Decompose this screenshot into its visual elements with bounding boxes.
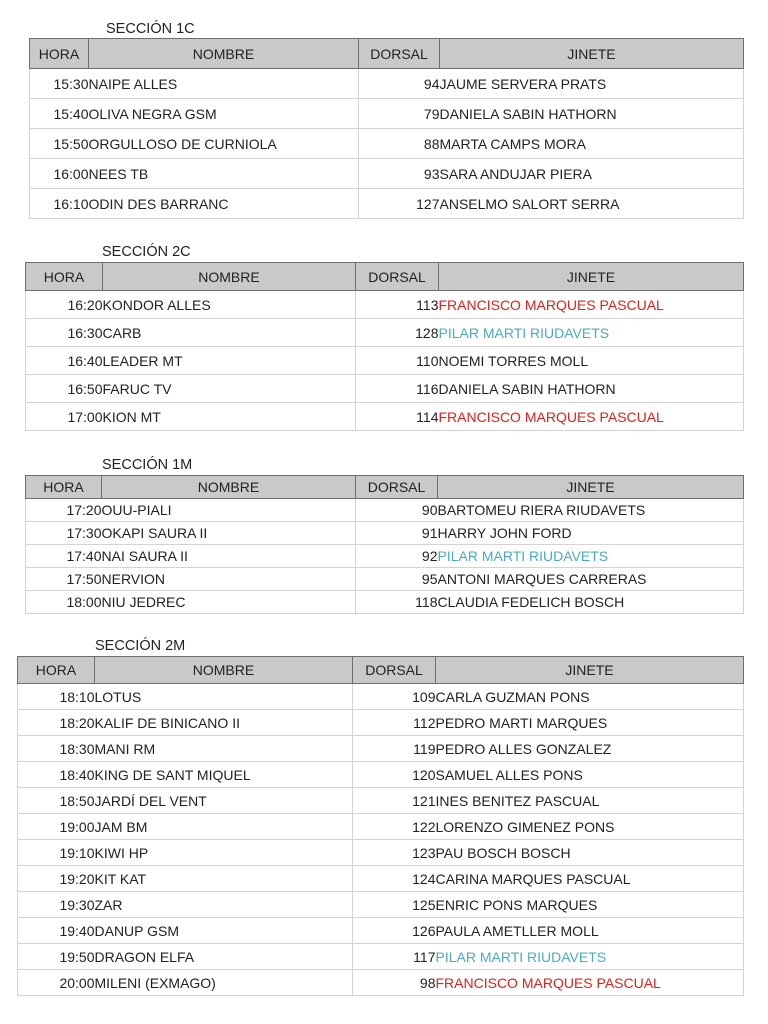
dorsal-cell: 109 (353, 684, 436, 710)
horse-name-cell: KALIF DE BINICANO II (95, 710, 353, 736)
rider-name-cell: HARRY JOHN FORD (438, 522, 744, 545)
header-dorsal: DORSAL (359, 39, 440, 69)
hora-cell: 18:50 (18, 788, 95, 814)
table-row (26, 499, 744, 522)
horse-name-cell: JAM BM (95, 814, 353, 840)
rider-name-cell: SAMUEL ALLES PONS (436, 762, 744, 788)
startlist-table (17, 656, 744, 996)
header-hora: HORA (18, 657, 95, 684)
table-row (26, 347, 744, 375)
dorsal-cell: 120 (353, 762, 436, 788)
rider-name-cell: PILAR MARTI RIUDAVETS (436, 944, 744, 970)
section-title: SECCIÓN 2C (102, 244, 191, 260)
rider-name-cell: JAUME SERVERA PRATS (440, 69, 744, 99)
hora-cell: 17:00 (26, 403, 103, 431)
dorsal-cell: 117 (353, 944, 436, 970)
header-dorsal: DORSAL (356, 263, 439, 291)
horse-name-cell: NIU JEDREC (102, 591, 356, 614)
rider-name-cell: INES BENITEZ PASCUAL (436, 788, 744, 814)
dorsal-cell: 125 (353, 892, 436, 918)
horse-name-cell: KONDOR ALLES (103, 291, 356, 319)
table-row (30, 99, 744, 129)
dorsal-cell: 127 (359, 189, 440, 219)
hora-cell: 19:20 (18, 866, 95, 892)
rider-name-cell: ANSELMO SALORT SERRA (440, 189, 744, 219)
hora-cell: 17:30 (26, 522, 102, 545)
horse-name-cell: OUU-PIALI (102, 499, 356, 522)
hora-cell: 18:20 (18, 710, 95, 736)
table-row (26, 375, 744, 403)
rider-name-cell: PEDRO MARTI MARQUES (436, 710, 744, 736)
startlist-table (25, 475, 744, 614)
header-dorsal: DORSAL (353, 657, 436, 684)
table-row (18, 918, 744, 944)
dorsal-cell: 122 (353, 814, 436, 840)
horse-name-cell: NERVION (102, 568, 356, 591)
hora-cell: 19:30 (18, 892, 95, 918)
horse-name-cell: KING DE SANT MIQUEL (95, 762, 353, 788)
rider-name-cell: CARLA GUZMAN PONS (436, 684, 744, 710)
horse-name-cell: NAIPE ALLES (89, 69, 359, 99)
table-row (18, 684, 744, 710)
table-row (18, 736, 744, 762)
table-row (30, 69, 744, 99)
rider-name-cell: ANTONI MARQUES CARRERAS (438, 568, 744, 591)
horse-name-cell: MANI RM (95, 736, 353, 762)
hora-cell: 19:00 (18, 814, 95, 840)
hora-cell: 18:10 (18, 684, 95, 710)
rider-name-cell: BARTOMEU RIERA RIUDAVETS (438, 499, 744, 522)
horse-name-cell: MILENI (EXMAGO) (95, 970, 353, 996)
dorsal-cell: 90 (356, 499, 438, 522)
table-row (18, 710, 744, 736)
rider-name-cell: PILAR MARTI RIUDAVETS (438, 545, 744, 568)
horse-name-cell: NEES TB (89, 159, 359, 189)
table-row (26, 568, 744, 591)
table-row (18, 814, 744, 840)
header-nombre: NOMBRE (95, 657, 353, 684)
header-jinete: JINETE (439, 263, 744, 291)
rider-name-cell: FRANCISCO MARQUES PASCUAL (436, 970, 744, 996)
dorsal-cell: 92 (356, 545, 438, 568)
horse-name-cell: ORGULLOSO DE CURNIOLA (89, 129, 359, 159)
hora-cell: 15:30 (30, 69, 89, 99)
hora-cell: 16:30 (26, 319, 103, 347)
table-row (26, 545, 744, 568)
horse-name-cell: DANUP GSM (95, 918, 353, 944)
hora-cell: 18:00 (26, 591, 102, 614)
hora-cell: 16:50 (26, 375, 103, 403)
dorsal-cell: 126 (353, 918, 436, 944)
hora-cell: 16:20 (26, 291, 103, 319)
header-nombre: NOMBRE (89, 39, 359, 69)
horse-name-cell: KION MT (103, 403, 356, 431)
hora-cell: 17:20 (26, 499, 102, 522)
rider-name-cell: DANIELA SABIN HATHORN (440, 99, 744, 129)
header-jinete: JINETE (440, 39, 744, 69)
hora-cell: 15:40 (30, 99, 89, 129)
header-nombre: NOMBRE (103, 263, 356, 291)
dorsal-cell: 88 (359, 129, 440, 159)
dorsal-cell: 116 (356, 375, 439, 403)
table-row (26, 403, 744, 431)
rider-name-cell: FRANCISCO MARQUES PASCUAL (439, 291, 744, 319)
rider-name-cell: PILAR MARTI RIUDAVETS (439, 319, 744, 347)
hora-cell: 17:40 (26, 545, 102, 568)
table-row (26, 591, 744, 614)
startlist-table (29, 38, 744, 219)
header-jinete: JINETE (438, 476, 744, 499)
dorsal-cell: 114 (356, 403, 439, 431)
rider-name-cell: PAU BOSCH BOSCH (436, 840, 744, 866)
table-row (30, 159, 744, 189)
hora-cell: 19:10 (18, 840, 95, 866)
horse-name-cell: OLIVA NEGRA GSM (89, 99, 359, 129)
rider-name-cell: MARTA CAMPS MORA (440, 129, 744, 159)
dorsal-cell: 94 (359, 69, 440, 99)
dorsal-cell: 91 (356, 522, 438, 545)
rider-name-cell: LORENZO GIMENEZ PONS (436, 814, 744, 840)
dorsal-cell: 95 (356, 568, 438, 591)
horse-name-cell: KIWI HP (95, 840, 353, 866)
header-hora: HORA (26, 476, 102, 499)
rider-name-cell: ENRIC PONS MARQUES (436, 892, 744, 918)
hora-cell: 20:00 (18, 970, 95, 996)
table-row (18, 788, 744, 814)
rider-name-cell: CLAUDIA FEDELICH BOSCH (438, 591, 744, 614)
dorsal-cell: 93 (359, 159, 440, 189)
horse-name-cell: ZAR (95, 892, 353, 918)
dorsal-cell: 124 (353, 866, 436, 892)
horse-name-cell: ODIN DES BARRANC (89, 189, 359, 219)
horse-name-cell: KIT KAT (95, 866, 353, 892)
table-row (26, 522, 744, 545)
hora-cell: 16:40 (26, 347, 103, 375)
table-row (26, 291, 744, 319)
rider-name-cell: SARA ANDUJAR PIERA (440, 159, 744, 189)
dorsal-cell: 98 (353, 970, 436, 996)
table-row (26, 319, 744, 347)
header-hora: HORA (30, 39, 89, 69)
table-row (18, 762, 744, 788)
hora-cell: 16:10 (30, 189, 89, 219)
horse-name-cell: NAI SAURA II (102, 545, 356, 568)
hora-cell: 19:50 (18, 944, 95, 970)
rider-name-cell: PEDRO ALLES GONZALEZ (436, 736, 744, 762)
hora-cell: 16:00 (30, 159, 89, 189)
dorsal-cell: 112 (353, 710, 436, 736)
dorsal-cell: 79 (359, 99, 440, 129)
horse-name-cell: JARDÍ DEL VENT (95, 788, 353, 814)
table-row (30, 189, 744, 219)
header-jinete: JINETE (436, 657, 744, 684)
table-row (18, 944, 744, 970)
section-title: SECCIÓN 1C (106, 21, 195, 37)
rider-name-cell: DANIELA SABIN HATHORN (439, 375, 744, 403)
hora-cell: 15:50 (30, 129, 89, 159)
table-row (18, 840, 744, 866)
hora-cell: 18:40 (18, 762, 95, 788)
table-row (30, 129, 744, 159)
rider-name-cell: CARINA MARQUES PASCUAL (436, 866, 744, 892)
horse-name-cell: LEADER MT (103, 347, 356, 375)
horse-name-cell: FARUC TV (103, 375, 356, 403)
hora-cell: 19:40 (18, 918, 95, 944)
dorsal-cell: 113 (356, 291, 439, 319)
header-dorsal: DORSAL (356, 476, 438, 499)
hora-cell: 18:30 (18, 736, 95, 762)
dorsal-cell: 119 (353, 736, 436, 762)
section-title: SECCIÓN 2M (95, 638, 186, 654)
dorsal-cell: 110 (356, 347, 439, 375)
rider-name-cell: FRANCISCO MARQUES PASCUAL (439, 403, 744, 431)
startlist-table (25, 262, 744, 431)
table-row (18, 866, 744, 892)
dorsal-cell: 118 (356, 591, 438, 614)
rider-name-cell: NOEMI TORRES MOLL (439, 347, 744, 375)
dorsal-cell: 128 (356, 319, 439, 347)
dorsal-cell: 121 (353, 788, 436, 814)
rider-name-cell: PAULA AMETLLER MOLL (436, 918, 744, 944)
section-title: SECCIÓN 1M (102, 457, 193, 473)
horse-name-cell: LOTUS (95, 684, 353, 710)
horse-name-cell: CARB (103, 319, 356, 347)
header-hora: HORA (26, 263, 103, 291)
hora-cell: 17:50 (26, 568, 102, 591)
table-row (18, 892, 744, 918)
horse-name-cell: DRAGON ELFA (95, 944, 353, 970)
header-nombre: NOMBRE (102, 476, 356, 499)
dorsal-cell: 123 (353, 840, 436, 866)
table-row (18, 970, 744, 996)
horse-name-cell: OKAPI SAURA II (102, 522, 356, 545)
